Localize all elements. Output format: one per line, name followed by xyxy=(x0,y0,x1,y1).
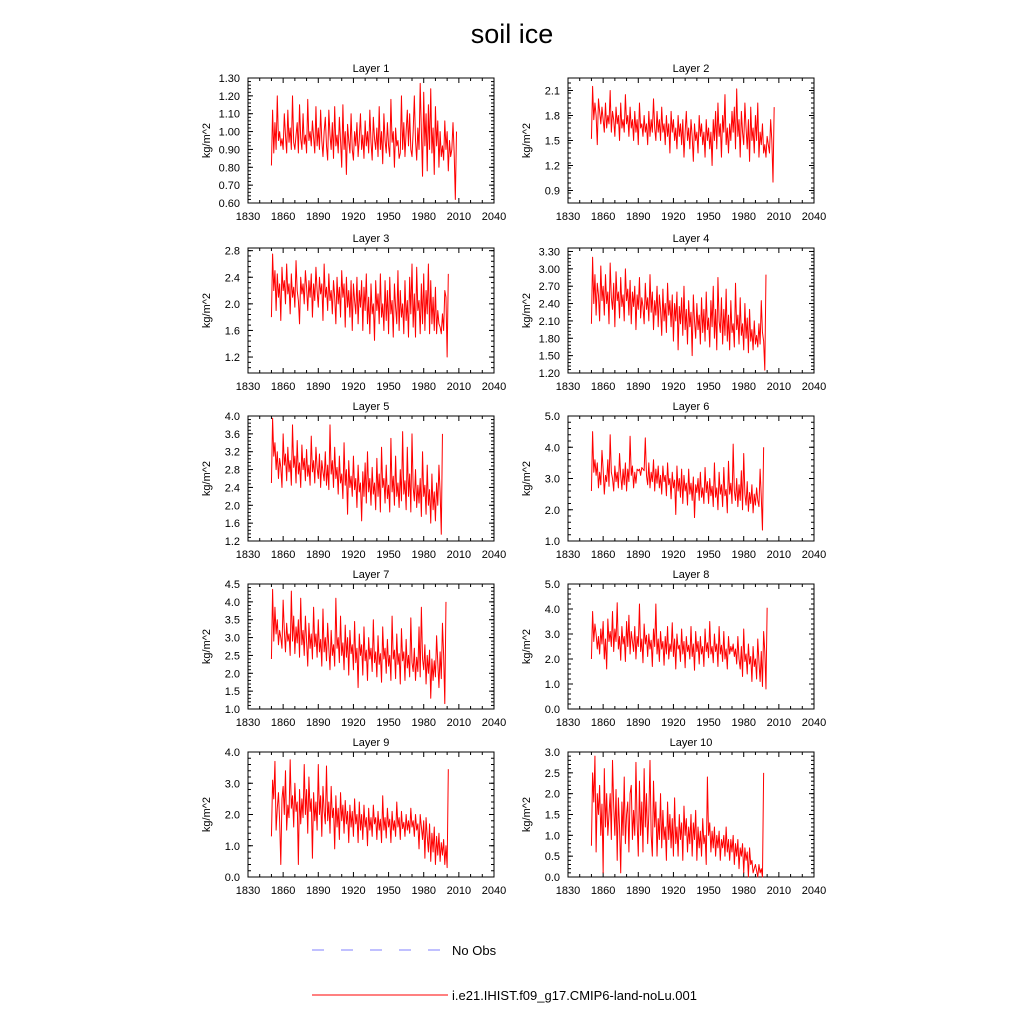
y-tick-label: 3.00 xyxy=(538,263,560,276)
x-tick-label: 1860 xyxy=(270,885,296,897)
series-line xyxy=(271,418,442,534)
x-tick-label: 1830 xyxy=(555,549,581,561)
x-tick-label: 2040 xyxy=(801,381,827,393)
y-tick-label: 2.0 xyxy=(224,500,240,513)
series-line xyxy=(271,760,448,868)
y-tick-label: 3.0 xyxy=(544,473,560,486)
x-tick-label: 1860 xyxy=(270,211,296,223)
chart-panel-layer-9 xyxy=(201,737,506,897)
x-tick-label: 1860 xyxy=(590,549,616,561)
y-tick-label: 0.5 xyxy=(544,851,560,864)
x-tick-label: 1980 xyxy=(731,549,756,561)
y-tick-label: 1.50 xyxy=(538,350,560,363)
x-tick-label: 1980 xyxy=(411,717,436,729)
x-tick-label: 1950 xyxy=(696,885,721,897)
x-tick-label: 1950 xyxy=(376,717,401,729)
x-tick-label: 1890 xyxy=(306,717,331,729)
y-tick-label: 1.8 xyxy=(544,110,560,123)
y-tick-label: 2.0 xyxy=(224,668,240,681)
x-tick-label: 1860 xyxy=(270,381,296,393)
y-tick-label: 3.5 xyxy=(224,614,240,627)
x-tick-label: 1830 xyxy=(235,211,261,223)
x-tick-label: 2010 xyxy=(766,885,792,897)
y-tick-label: 2.40 xyxy=(538,298,560,311)
panel-title: Layer 6 xyxy=(672,401,710,413)
y-tick-label: 4.0 xyxy=(224,747,240,759)
y-tick-label: 1.5 xyxy=(544,135,560,148)
x-tick-label: 1980 xyxy=(731,885,756,897)
y-tick-label: 1.20 xyxy=(218,90,240,103)
y-axis-label: kg/m^2 xyxy=(521,460,533,497)
y-axis-label: kg/m^2 xyxy=(201,460,213,497)
x-tick-label: 1860 xyxy=(590,381,616,393)
series-line xyxy=(591,603,767,689)
y-tick-label: 2.4 xyxy=(224,272,240,285)
x-tick-label: 1830 xyxy=(235,381,261,393)
y-tick-label: 4.0 xyxy=(544,604,560,616)
y-tick-label: 0.9 xyxy=(544,185,560,198)
x-tick-label: 2010 xyxy=(446,549,472,561)
y-tick-label: 3.6 xyxy=(224,428,240,441)
x-tick-label: 1860 xyxy=(590,211,616,223)
y-tick-label: 3.2 xyxy=(224,446,240,459)
panel-title: Layer 10 xyxy=(669,737,713,749)
x-tick-label: 1920 xyxy=(661,885,686,897)
y-tick-label: 2.0 xyxy=(544,654,560,666)
y-tick-label: 0.70 xyxy=(218,180,240,193)
y-tick-label: 2.4 xyxy=(224,482,240,495)
y-tick-label: 2.70 xyxy=(538,281,560,294)
x-tick-label: 2010 xyxy=(446,381,472,393)
x-tick-label: 1830 xyxy=(555,381,581,393)
y-tick-label: 2.0 xyxy=(544,504,560,517)
x-tick-label: 1980 xyxy=(731,717,756,729)
x-tick-label: 2040 xyxy=(801,211,827,223)
y-axis-label: kg/m^2 xyxy=(521,122,533,159)
panel-title: Layer 9 xyxy=(352,737,390,749)
legend xyxy=(312,943,697,1003)
x-tick-label: 1830 xyxy=(235,717,261,729)
chart-panel-layer-10 xyxy=(521,737,826,897)
x-tick-label: 2010 xyxy=(766,549,792,561)
y-tick-label: 4.0 xyxy=(224,411,240,423)
y-tick-label: 5.0 xyxy=(544,579,560,591)
x-tick-label: 1950 xyxy=(376,381,401,393)
x-tick-label: 1950 xyxy=(376,211,401,223)
y-tick-label: 4.5 xyxy=(224,579,240,591)
y-tick-label: 1.30 xyxy=(218,73,240,85)
chart-panel-layer-7 xyxy=(201,569,506,729)
x-tick-label: 1890 xyxy=(306,549,331,561)
x-tick-label: 2040 xyxy=(481,381,507,393)
x-tick-label: 1890 xyxy=(626,211,651,223)
x-tick-label: 1890 xyxy=(626,717,651,729)
x-tick-label: 1860 xyxy=(590,885,616,897)
y-axis-label: kg/m^2 xyxy=(201,122,213,159)
y-axis-label: kg/m^2 xyxy=(521,628,533,665)
x-tick-label: 1980 xyxy=(731,381,756,393)
plot-frame xyxy=(568,78,814,203)
x-tick-label: 1920 xyxy=(341,885,366,897)
x-tick-label: 1830 xyxy=(555,717,581,729)
x-tick-label: 1890 xyxy=(306,885,331,897)
chart-panel-layer-4 xyxy=(521,233,826,393)
plot-frame xyxy=(248,752,494,877)
x-tick-label: 1830 xyxy=(235,885,261,897)
y-tick-label: 3.0 xyxy=(544,747,560,759)
y-tick-label: 1.2 xyxy=(224,352,240,365)
y-tick-label: 1.00 xyxy=(218,126,240,139)
panel-title: Layer 4 xyxy=(672,233,710,245)
y-tick-label: 2.0 xyxy=(224,298,240,311)
x-tick-label: 2010 xyxy=(766,211,792,223)
y-tick-label: 1.5 xyxy=(544,809,560,822)
x-tick-label: 1980 xyxy=(411,549,436,561)
y-tick-label: 3.0 xyxy=(224,632,240,645)
series-line xyxy=(591,756,763,877)
y-tick-label: 5.0 xyxy=(544,411,560,423)
x-tick-label: 1920 xyxy=(661,211,686,223)
chart-panel-layer-6 xyxy=(521,401,826,561)
x-tick-label: 1950 xyxy=(696,549,721,561)
y-tick-label: 1.5 xyxy=(224,686,240,699)
y-tick-label: 1.6 xyxy=(224,325,240,338)
x-tick-label: 2040 xyxy=(481,211,507,223)
x-tick-label: 2040 xyxy=(801,717,827,729)
y-tick-label: 1.0 xyxy=(544,536,560,548)
x-tick-label: 1980 xyxy=(411,885,436,897)
y-tick-label: 1.10 xyxy=(218,108,240,121)
panel-title: Layer 7 xyxy=(352,569,390,581)
x-tick-label: 1860 xyxy=(590,717,616,729)
x-tick-label: 1980 xyxy=(411,381,436,393)
panels-group xyxy=(201,63,826,897)
legend-label-model: i.e21.IHIST.f09_g17.CMIP6-land-noLu.001 xyxy=(452,988,697,1003)
series-line xyxy=(591,86,774,182)
y-axis-label: kg/m^2 xyxy=(201,628,213,665)
y-axis-label: kg/m^2 xyxy=(201,796,213,833)
plot-frame xyxy=(248,248,494,373)
y-tick-label: 1.6 xyxy=(224,518,240,531)
y-tick-label: 3.0 xyxy=(224,778,240,791)
y-tick-label: 2.0 xyxy=(224,809,240,822)
x-tick-label: 1860 xyxy=(270,717,296,729)
y-tick-label: 2.1 xyxy=(544,85,560,98)
x-tick-label: 1890 xyxy=(626,885,651,897)
y-tick-label: 2.5 xyxy=(544,767,560,780)
y-tick-label: 0.60 xyxy=(218,198,240,210)
y-tick-label: 1.0 xyxy=(224,840,240,853)
x-tick-label: 2040 xyxy=(481,885,507,897)
x-tick-label: 1920 xyxy=(341,381,366,393)
y-tick-label: 2.8 xyxy=(224,464,240,477)
x-tick-label: 2010 xyxy=(446,211,472,223)
x-tick-label: 1980 xyxy=(411,211,436,223)
y-tick-label: 1.20 xyxy=(538,368,560,380)
y-tick-label: 2.8 xyxy=(224,245,240,258)
chart-panel-layer-1 xyxy=(201,63,506,223)
y-tick-label: 1.0 xyxy=(544,679,560,691)
x-tick-label: 1890 xyxy=(626,549,651,561)
y-axis-label: kg/m^2 xyxy=(521,292,533,329)
x-tick-label: 2010 xyxy=(446,717,472,729)
series-line xyxy=(271,83,456,199)
x-tick-label: 1860 xyxy=(270,549,296,561)
chart-panel-layer-8 xyxy=(521,569,826,729)
panel-title: Layer 8 xyxy=(672,569,710,581)
chart-panel-layer-3 xyxy=(201,233,506,393)
y-tick-label: 0.0 xyxy=(544,872,560,884)
y-axis-label: kg/m^2 xyxy=(201,292,213,329)
x-tick-label: 1980 xyxy=(731,211,756,223)
panel-title: Layer 1 xyxy=(352,63,390,75)
y-tick-label: 0.0 xyxy=(544,704,560,716)
y-tick-label: 1.0 xyxy=(224,704,240,716)
chart-panel-layer-2 xyxy=(521,63,826,223)
y-tick-label: 1.0 xyxy=(544,830,560,843)
x-tick-label: 1830 xyxy=(555,885,581,897)
plot-frame xyxy=(248,416,494,541)
x-tick-label: 1830 xyxy=(555,211,581,223)
panel-title: Layer 5 xyxy=(352,401,390,413)
series-line xyxy=(591,257,766,370)
y-tick-label: 0.0 xyxy=(224,872,240,884)
series-line xyxy=(591,432,763,530)
y-tick-label: 0.80 xyxy=(218,162,240,175)
panel-title: Layer 2 xyxy=(672,63,710,75)
x-tick-label: 2040 xyxy=(481,549,507,561)
y-tick-label: 1.2 xyxy=(544,160,560,173)
x-tick-label: 1950 xyxy=(696,717,721,729)
x-tick-label: 2040 xyxy=(801,885,827,897)
panel-title: Layer 3 xyxy=(352,233,390,245)
x-tick-label: 1950 xyxy=(696,211,721,223)
x-tick-label: 1920 xyxy=(341,211,366,223)
x-tick-label: 1920 xyxy=(661,549,686,561)
x-tick-label: 1890 xyxy=(626,381,651,393)
x-tick-label: 1950 xyxy=(696,381,721,393)
legend-label-no-obs: No Obs xyxy=(452,943,497,958)
x-tick-label: 1920 xyxy=(661,717,686,729)
y-tick-label: 1.2 xyxy=(224,536,240,548)
y-tick-label: 0.90 xyxy=(218,144,240,157)
x-tick-label: 2010 xyxy=(766,717,792,729)
x-tick-label: 1890 xyxy=(306,211,331,223)
y-tick-label: 2.10 xyxy=(538,315,560,328)
x-tick-label: 2040 xyxy=(801,549,827,561)
y-axis-label: kg/m^2 xyxy=(521,796,533,833)
chart-panel-layer-5 xyxy=(201,401,506,561)
y-tick-label: 4.0 xyxy=(544,442,560,455)
series-line xyxy=(271,589,446,703)
x-tick-label: 1920 xyxy=(341,549,366,561)
x-tick-label: 1950 xyxy=(376,885,401,897)
y-tick-label: 1.80 xyxy=(538,333,560,346)
y-tick-label: 3.30 xyxy=(538,246,560,259)
x-tick-label: 1920 xyxy=(341,717,366,729)
y-tick-label: 2.0 xyxy=(544,788,560,801)
y-tick-label: 4.0 xyxy=(224,596,240,609)
x-tick-label: 2040 xyxy=(481,717,507,729)
x-tick-label: 2010 xyxy=(446,885,472,897)
y-tick-label: 3.0 xyxy=(544,629,560,641)
y-tick-label: 2.5 xyxy=(224,650,240,663)
x-tick-label: 1830 xyxy=(235,549,261,561)
x-tick-label: 1890 xyxy=(306,381,331,393)
series-line xyxy=(271,254,448,357)
figure-title: soil ice xyxy=(470,19,554,49)
x-tick-label: 1920 xyxy=(661,381,686,393)
x-tick-label: 2010 xyxy=(766,381,792,393)
x-tick-label: 1950 xyxy=(376,549,401,561)
